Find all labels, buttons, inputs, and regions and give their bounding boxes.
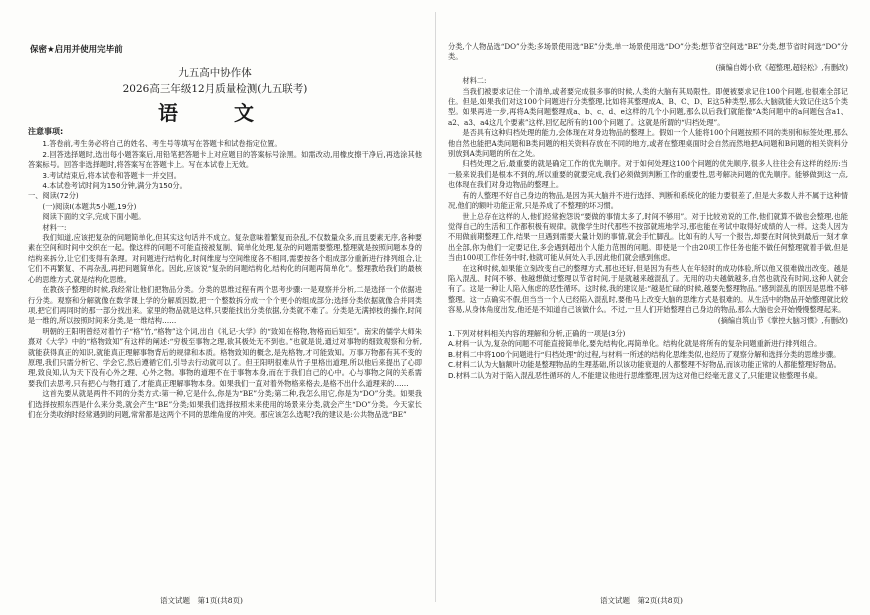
subsection-heading: (一)阅读Ⅰ(本题共5小题,19分) [42, 201, 137, 211]
option-d: D.材料二认为对于陷入混乱恶性循环的人,不能建议他进行思维整理,因为这对他已经毫无意义了,只能建议他整理书桌。 [448, 370, 823, 380]
note-item: 3.考试结束后,将本试卷和答题卡一并交回。 [42, 170, 181, 180]
subject-title: 语 文 [158, 101, 272, 125]
confidential-notice: 保密★启用并使用完毕前 [30, 45, 123, 55]
option-c: C.材料二认为大脑额叶功能是整理物品的生理基础,所以该功能衰退的人都整理不好物品,而该功能正常的人都能整理好物品。 [448, 360, 841, 370]
paragraph: 在教孩子整理的时候,我经常让他们把物品分类。分类的思维过程有两个思考步骤:一是观察并分析,二是选择一个依据进行分类。观察和分解就像在数学课上学的分解质因数,把一个整数拆分成一个个更小的组成部分;选择分类依据就像合并同类项,把它们再同时的那一部分找出来。家里的物品就是这样,只要能找出分类依据,分类就不难了。分类是无满掉枝的操作,时间是一维的,所以按照时间来分类,是一维结构…… [28, 285, 422, 326]
paragraph: 在这种时候,如果能立刻改变自己的整理方式,那也还好,但是因为有些人在年轻时的成功体验,所以他又很难做出改变。越是陷入混乱、时间不够、他越想做过整理以节省时间,于是就越来越混乱了。无用的功夫越做越多,自然也就没有时间,这种人就会有了。这是一种让人陷入焦虑的恶性循环。这时候,我的建议是:“越是忙碌的时候,越要先整理物品。”感到混乱的原因是思维不够整理。这一点确实不假,但当当一个人已经陷入混乱时,要他马上改变大脑的思维方式是很难的。从生活中的物品开始整理就比较容易,从身体角度出发,他还是不知道自己该做什么。不过,一旦人们开始整理自己身边的物品,那么大脑也会开始慢慢整理起来。 [448, 263, 848, 315]
paragraph: 我们知道,应该把复杂的问题简单化,但其实这句话并不成立。复杂意味着繁复而杂乱,不仅数量众多,而且要素无序,各种要素在空间和时间中交织在一起。像这样的问题不可能直接被复制、简单化处理,复杂的问题需要整理,整理就是按照问题本身的结构来拆分,让它们变得有条理。对问题进行结构化,时间维度与空间维度各不相同,需要按各个组成部分重新进行排列组合,让它们不再繁复、不再杂乱,再把问题简单化。因此,应该说“复杂的问题结构化,结构化的问题再简单化”。整理教给我们的最核心的思维方式,就是结构化思维。 [28, 233, 422, 284]
paragraph: 世上总存在这样的人,他们经常抱怨说“要做的事情太多了,时间不够用”。对于比较劝说的工作,他们就算不做也会整理,也能觉得自己的生活和工作都积极有规律。就像学生时代那些不按部就班地学习,那也能在考试中取得好成绩的人一样。这类人因为不用做前期整理工作,结果一旦遇到需要大量计划的事情,就会手忙脚乱。比如有的人写一个报告,却要在时间快到最后一刻才拿出全部,你为他们一定要记住,多会遇到超出个人能力范围的问题。即使是一个由20项工作任务也能不做任何整理就着手做,但是当由100项工作任务中时,他就可能从何处入手,因此他们就会感到焦虑。 [448, 211, 848, 263]
left-page [0, 0, 430, 615]
page-footer: 语文试题 第1页(共8页) [160, 596, 243, 605]
notes-title: 注意事项: [28, 127, 64, 136]
material-label: 材料一: [42, 222, 67, 232]
paragraph: 有的人整理不好自己身边的物品,是因为其大脑并不进行选择、判断和系统化的能力要很差了,但是大多数人并不属于这种情况,他们的额叶功能正常,只是养成了不整理的坏习惯。 [448, 190, 848, 211]
paragraph: 明朝的王阳明曾经对着竹子“格”竹,“格物”这个词,出自《礼记·大学》的“致知在格物,物格而后知至”。南宋的儒学大师朱熹对《大学》中的“格物致知”有这样的阐述:“穷极至事物之理,欲其极处无不到也。”也就是说,通过对事物的细致观察和分析,就能获得真正的知识,就能真正理解事物背后的规律和本质。格物致知的概念,是先格物,才可能致知。万事万物都有其不变的原理,我们只需分析它、学会它,然后遵循它们,引导去行动就可以了。但王阳明很难从竹子里格出道理,所以他后来提出了心即理,致良知,认为天下没有心外之理、心外之物。事物的道理不在于事物本身,而在于我们自己的心中。心与事物之间的关系需要我们去思考,只有把心与物打通了,才能真正理解事物本身。如果我们一直对着外物格来格去,是格不出什么道理来的…… [28, 326, 422, 388]
instruction: 阅读下面的文字,完成下面小题。 [42, 212, 146, 222]
header-org: 九五高中协作体 [178, 67, 252, 79]
source-citation: (摘编自姆小欣《超整理,超轻松》,有删改) [715, 62, 848, 72]
source-citation: (摘编自筑山节《掌控大脑习惯》,有删改) [717, 315, 848, 325]
option-b: B.材料二中将100个问题进行“归档处理”的过程,与材料一所述的结构化思维类似,也经历了观察分解和选择分类的思维步骤。 [448, 349, 841, 359]
right-page [440, 0, 870, 615]
page-footer: 语文试题 第2页(共8页) [600, 596, 683, 605]
section-heading: 一、阅读(72分) [28, 191, 79, 201]
note-item: 1.答卷前,考生务必将自己的姓名、考生号等填写在答题卡和试卷指定位置。 [42, 139, 282, 149]
option-a: A.材料一认为,复杂的问题不可能直接简单化,要先结构化,再简单化。结构化就是将所有的复杂问题重新进行排列组合。 [448, 339, 822, 349]
paragraph: 当我们被要求记住一个清单,或者要完成很多事的时候,人类的大脑有其局限性。即便被要求记住100个问题,也很难全部记住。但是,如果我们对这100个问题进行分类整理,比如将其整理成A、B、C、D、E这5种类型,那么大脑就能大致记住这5个类型。如果再进一步,再将A类问题整理成a、b、c、d、e这样的几个小问题,那么以后我们就能像“A类问题中的a问题包含a1、a2、a3、a4这几个要素”这样,回忆起所有的100个问题了。这就是所谓的“归档处理”。 [448, 86, 848, 127]
header-exam: 2026高三年级12月质量检测(九五联考) [122, 83, 308, 95]
note-item: 2.回答选择题时,选出每小题答案后,用铅笔把答题卡上对应题目的答案标号涂黑。如需改动,用橡皮擦干净后,再选涂其他答案标号。回答非选择题时,将答案写在答题卡上。写在本试卷上无效。 [28, 149, 422, 170]
paragraph: 归档处理之后,最重要的就是确定工作的优先顺序。对于如何处理这100个问题的优先顺序,很多人往往会有这样的经历:当一般来说我们是根本不到的,所以重要的就要完成,我们必须做到判断工作的重要性,思考解决问题的优先顺序。能够做到这一点,也体现在我们对身边物品的整理上。 [448, 159, 848, 190]
material-label: 材料二: [462, 76, 487, 86]
paragraph: 这首先要从就是两件不同的分类方式:第一种,它是什么,你是为“BE”分类;第二种,我怎么用它,你是为“DO”分类。如果我们选择按照东西是什么来分类,就会产生“BE”分类;如果我们选择按照未来使用的场景来分类,就会产生“DO”分类。今天家长们在分类收纳时经常遇到的问题,常常都是这两个不同的思维角度的冲突。那应该怎么选呢?我的建议是:公共物品选“BE” [28, 389, 422, 419]
notes-block [28, 127, 422, 420]
right-text-block [448, 42, 848, 381]
paragraph: 是否具有这种归档处理的能力,会体现在对身边物品的整理上。假如一个人能将100个问题按照不同的类别和标签处理,那么他自然也能把A类问题和B类问题的相关资料存放在不同的地方,或者在整理桌面时会自然而然地把A问题和B问题的相关资料分别放到A类问题的所在之处。 [448, 128, 848, 159]
question: 1.下列对材料相关内容的理解和分析,正确的一项是(3分) [448, 328, 626, 338]
note-item: 4.本试卷考试时间为150分钟,满分为150分。 [42, 181, 187, 191]
paragraph: 分类,个人物品选“DO”分类;多场景使用选“BE”分类,单一场景使用选“DO”分类;想节省空间选“BE”分类,想节省时间选“DO”分类。 [448, 42, 848, 62]
page-divider [435, 12, 436, 602]
